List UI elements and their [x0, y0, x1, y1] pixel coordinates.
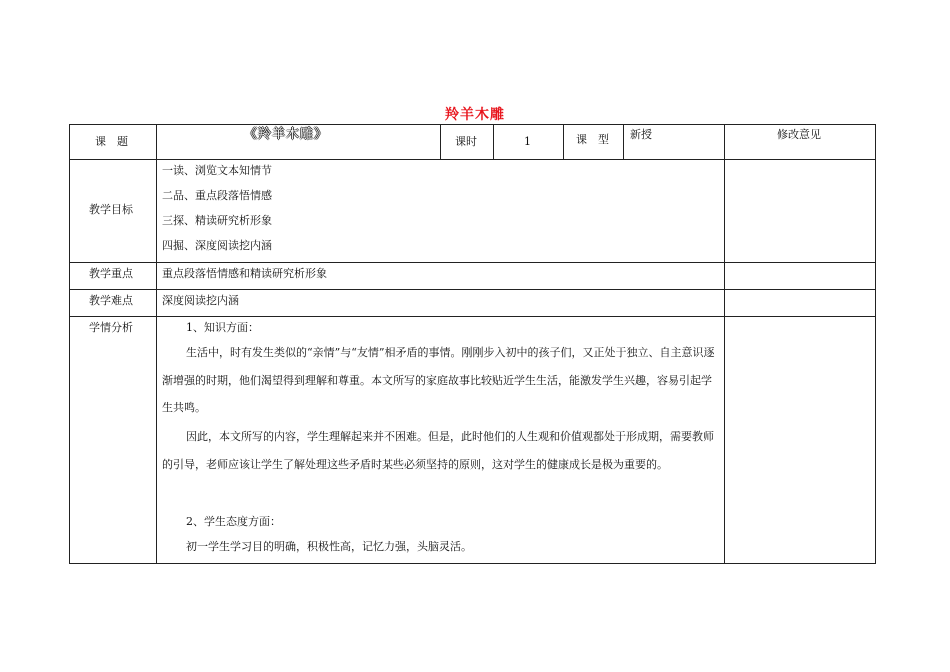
table-row-divider: [69, 316, 876, 317]
difficulties-value: 深度阅读挖内涵: [162, 294, 239, 307]
table-col-divider: [440, 124, 441, 160]
key-points-value: 重点段落悟情感和精读研究析形象: [162, 267, 327, 280]
lesson-type-label: 课 型: [576, 133, 609, 146]
lesson-title-value: 《羚羊木雕》: [244, 127, 329, 142]
analysis-paragraph: 生活中，时有发生类似的“亲情”与“友情”相矛盾的事情。刚刚步入初中的孩子们，又正处于独立、自主意识逐渐增强的时期，他们渴望得到理解和尊重。本文所写的家庭故事比较贴近学生生活，能激发学生兴趣，容易引起学生共鸣。: [162, 346, 715, 414]
table-col-divider: [493, 124, 494, 160]
table-row-divider: [69, 262, 876, 263]
analysis-heading-knowledge: 1、知识方面：: [186, 321, 259, 334]
goal-item: 二品、重点段落悟情感: [162, 189, 272, 202]
table-row-divider: [69, 159, 876, 160]
table-col-divider: [156, 124, 157, 564]
analysis-paragraph: 初一学生学习目的明确，积极性高，记忆力强，头脑灵活。: [186, 540, 472, 553]
hours-value: 1: [524, 135, 531, 148]
goal-item: 三探、精读研究析形象: [162, 214, 272, 227]
table-border-left: [69, 124, 70, 564]
table-border-top: [69, 124, 876, 125]
hours-label: 课时: [455, 135, 477, 148]
analysis-heading-attitude: 2、学生态度方面：: [186, 515, 281, 528]
goals-label: 教学目标: [89, 203, 133, 216]
difficulties-label: 教学难点: [89, 294, 133, 307]
goal-item: 四掘、深度阅读挖内涵: [162, 239, 272, 252]
table-col-divider: [563, 124, 564, 160]
key-points-label: 教学重点: [89, 267, 133, 280]
analysis-label: 学情分析: [89, 321, 133, 334]
table-col-divider: [623, 124, 624, 160]
document-title: 羚羊木雕: [445, 107, 505, 123]
lesson-label: 课 题: [95, 135, 128, 148]
goal-item: 一读、浏览文本知情节: [162, 164, 272, 177]
table-border-bottom: [69, 563, 876, 564]
table-border-right: [875, 124, 876, 564]
table-row-divider: [69, 289, 876, 290]
lesson-type-value: 新授: [630, 128, 652, 141]
analysis-paragraph: 因此，本文所写的内容，学生理解起来并不困难。但是，此时他们的人生观和价值观都处于形成期，需要教师的引导，老师应该让学生了解处理这些矛盾时某些必须坚持的原则，这对学生的健康成长是极为重要的。: [162, 430, 714, 471]
table-col-divider: [724, 124, 725, 564]
revision-label: 修改意见: [777, 128, 821, 141]
